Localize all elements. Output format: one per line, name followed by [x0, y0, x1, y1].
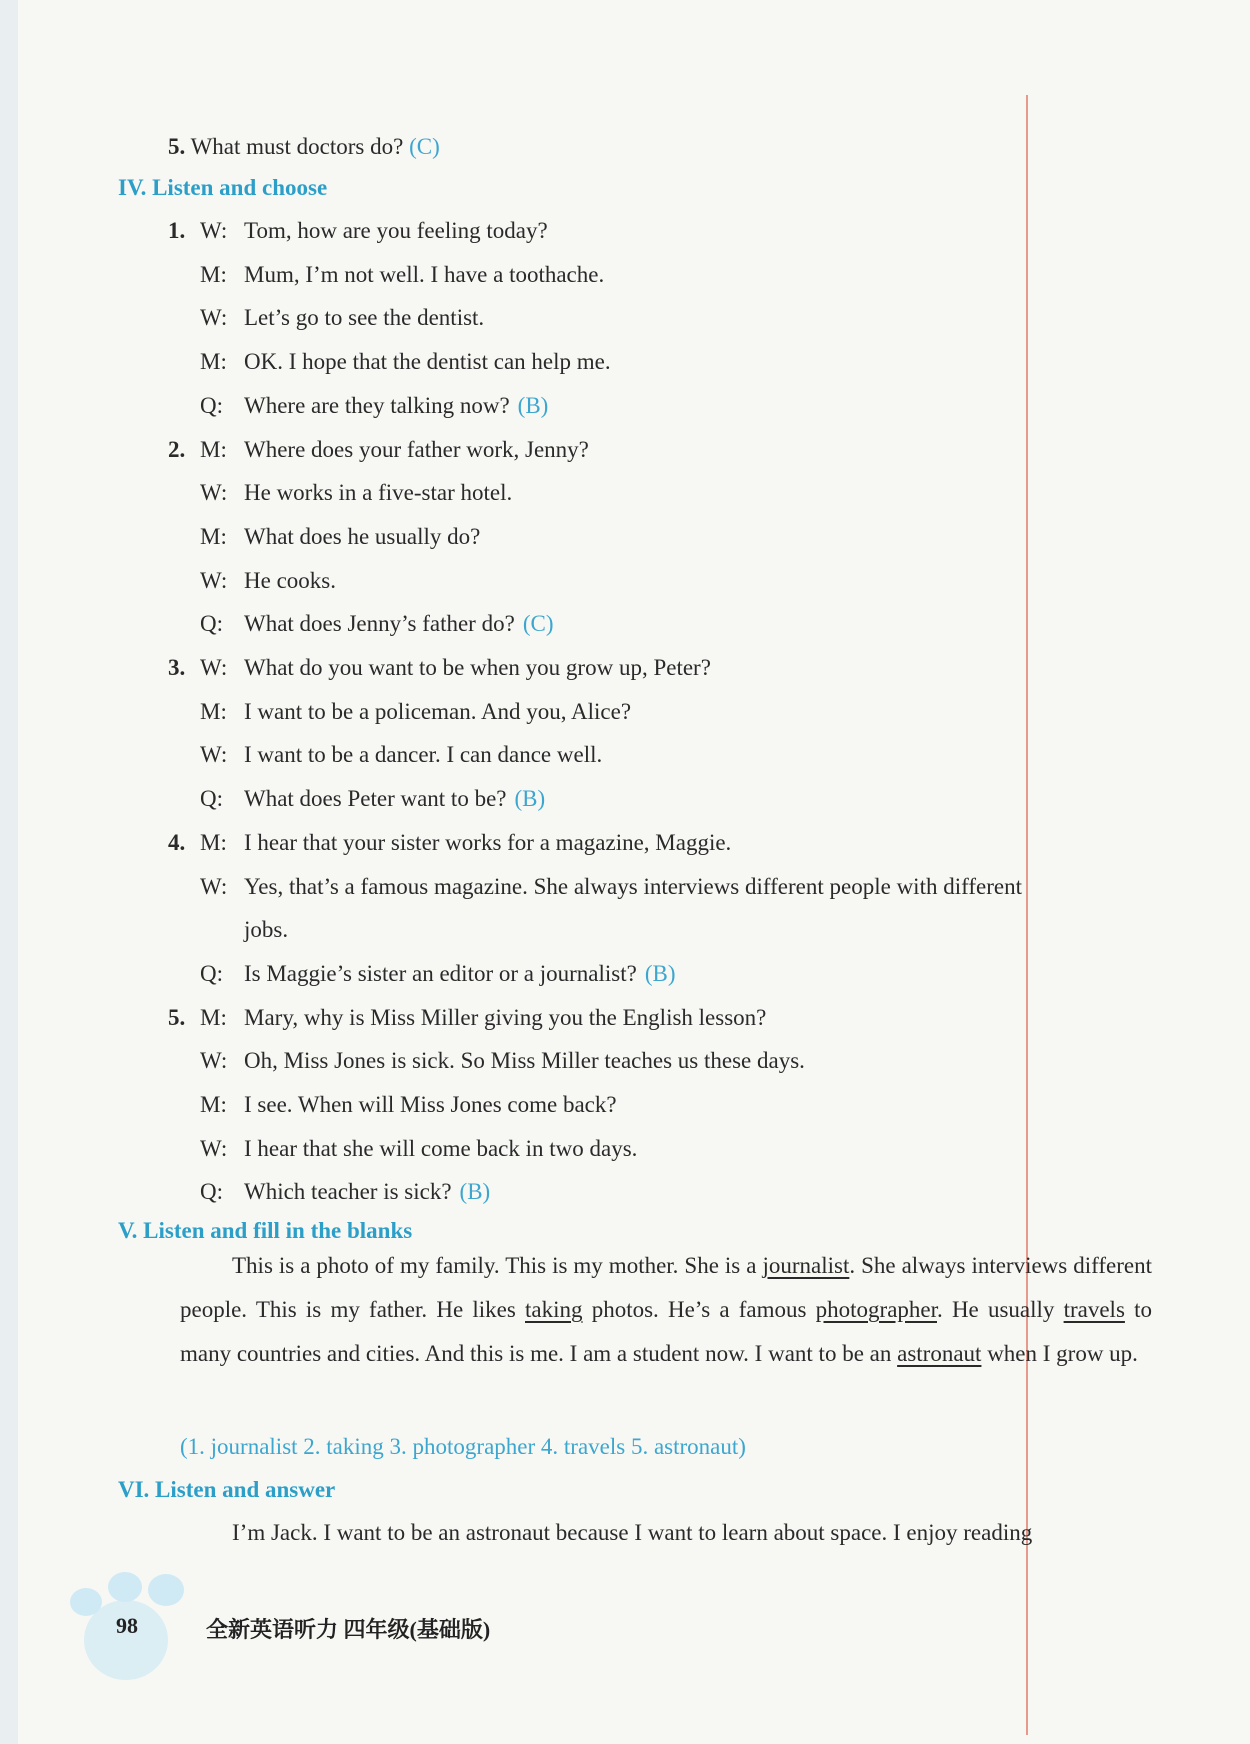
dialogue-line [168, 1177, 490, 1207]
speaker-label: M: [200, 262, 227, 287]
dialogue-line [168, 478, 512, 508]
speaker-label: M: [200, 524, 227, 549]
dialogue-line [168, 653, 711, 683]
dialogue-line [168, 391, 548, 421]
dialogue-line [168, 1046, 805, 1076]
section-heading-v: V. Listen and fill in the blanks [118, 1218, 413, 1243]
question-text: What must doctors do? [190, 134, 404, 159]
paragraph-text: to many countries and cities. And this is me. I am a student now. I want to be an [180, 1297, 1152, 1366]
speaker-label: Q: [200, 786, 223, 811]
dialogue-line [168, 828, 731, 858]
question-5-line [168, 132, 440, 162]
dialogue-text: Which teacher is sick? [244, 1179, 452, 1204]
paw-decoration [108, 1572, 142, 1602]
left-strip [0, 0, 18, 1744]
dialogue-text: OK. I hope that the dentist can help me. [244, 349, 611, 374]
dialogue-text: I hear that your sister works for a magazine, Maggie. [244, 830, 732, 855]
item-number: 1. [168, 218, 186, 243]
speaker-label: M: [200, 349, 227, 374]
dialogue-line [168, 216, 548, 246]
speaker-label: Q: [200, 961, 223, 986]
speaker-label: Q: [200, 393, 223, 418]
dialogue-line [168, 303, 484, 333]
dialogue-text: Mary, why is Miss Miller giving you the English lesson? [244, 1005, 767, 1030]
dialogue-line [168, 959, 676, 989]
page-number: 98 [116, 1613, 138, 1638]
speaker-label: M: [200, 699, 227, 724]
dialogue-text: Oh, Miss Jones is sick. So Miss Miller teaches us these days. [244, 1048, 805, 1073]
speaker-label: M: [200, 830, 227, 855]
dialogue-text: Mum, I’m not well. I have a toothache. [244, 262, 605, 287]
paragraph-text: . She always interviews different people. This is my father. He likes [180, 1253, 1152, 1322]
dialogue-line [168, 566, 336, 596]
answer: (C) [522, 611, 554, 636]
speaker-label: M: [200, 437, 227, 462]
dialogue-line [168, 1003, 766, 1033]
speaker-label: W: [200, 305, 228, 330]
dialogue-text: He cooks. [244, 568, 336, 593]
paw-decoration [84, 1600, 168, 1680]
dialogue-text: What do you want to be when you grow up, Peter? [244, 655, 711, 680]
paw-decoration [148, 1574, 184, 1606]
speaker-label: W: [200, 218, 228, 243]
fill-blanks-answers: (1. journalist 2. taking 3. photographer 4. travels 5. astronaut) [180, 1434, 746, 1459]
dialogue-text: Yes, that’s a famous magazine. She always interviews different people with different [244, 874, 1022, 899]
answer: (B) [514, 786, 546, 811]
dialogue-text: Where does your father work, Jenny? [244, 437, 589, 462]
paragraph-text: photos. He’s a famous [582, 1297, 816, 1322]
dialogue-line [168, 522, 480, 552]
speaker-label: W: [200, 742, 228, 767]
dialogue-text: He works in a five-star hotel. [244, 480, 513, 505]
answer: (C) [409, 134, 440, 159]
dialogue-line [168, 740, 602, 770]
dialogue-text: Tom, how are you feeling today? [244, 218, 548, 243]
speaker-label: W: [200, 655, 228, 680]
dialogue-text: What does Peter want to be? [244, 786, 507, 811]
speaker-label: W: [200, 1136, 228, 1161]
answer: (B) [459, 1179, 491, 1204]
dialogue-line [168, 872, 1022, 902]
dialogue-text: Let’s go to see the dentist. [244, 305, 485, 330]
speaker-label: W: [200, 874, 228, 899]
dialogue-line [168, 347, 611, 377]
dialogue-line [168, 697, 631, 727]
answer: (B) [644, 961, 676, 986]
section-heading-vi: VI. Listen and answer [118, 1477, 336, 1502]
blank-answer: photographer [815, 1297, 937, 1322]
blank-answer: travels [1063, 1297, 1125, 1322]
section-heading-iv: IV. Listen and choose [118, 175, 328, 200]
answer: (B) [517, 393, 549, 418]
dialogue-text: Where are they talking now? [244, 393, 510, 418]
paragraph-text: . He usually [937, 1297, 1064, 1322]
blank-answer: taking [525, 1297, 583, 1322]
margin-line [1026, 95, 1028, 1735]
speaker-label: Q: [200, 611, 223, 636]
dialogue-text: jobs. [244, 917, 289, 942]
dialogue-line [168, 260, 604, 290]
item-number: 5. [168, 1005, 186, 1030]
item-number: 2. [168, 437, 186, 462]
answer-paragraph: I’m Jack. I want to be an astronaut because I want to learn about space. I enjoy reading [232, 1520, 1033, 1545]
dialogue-text: What does Jenny’s father do? [244, 611, 515, 636]
speaker-label: Q: [200, 1179, 223, 1204]
dialogue-line [168, 784, 545, 814]
fill-blanks-paragraph [180, 1244, 1152, 1376]
question-number: 5. [168, 134, 186, 159]
paragraph-text: when I grow up. [981, 1341, 1138, 1366]
dialogue-text: What does he usually do? [244, 524, 481, 549]
dialogue-text: I want to be a policeman. And you, Alice? [244, 699, 632, 724]
book-title: 全新英语听力 四年级(基础版) [206, 1617, 491, 1642]
speaker-label: M: [200, 1092, 227, 1117]
speaker-label: W: [200, 1048, 228, 1073]
speaker-label: M: [200, 1005, 227, 1030]
dialogue-line [168, 1134, 637, 1164]
blank-answer: astronaut [897, 1341, 982, 1366]
speaker-label: W: [200, 568, 228, 593]
dialogue-line [168, 435, 589, 465]
blank-answer: journalist [762, 1253, 850, 1278]
speaker-label: W: [200, 480, 228, 505]
dialogue-line [168, 915, 288, 945]
item-number: 4. [168, 830, 186, 855]
dialogue-line [168, 609, 553, 639]
dialogue-text: I see. When will Miss Jones come back? [244, 1092, 617, 1117]
dialogue-text: I want to be a dancer. I can dance well. [244, 742, 603, 767]
dialogue-text: I hear that she will come back in two days. [244, 1136, 638, 1161]
dialogue-line [168, 1090, 617, 1120]
paragraph-text: This is a photo of my family. This is my mother. She is a [232, 1253, 763, 1278]
dialogue-text: Is Maggie’s sister an editor or a journalist? [244, 961, 637, 986]
item-number: 3. [168, 655, 186, 680]
